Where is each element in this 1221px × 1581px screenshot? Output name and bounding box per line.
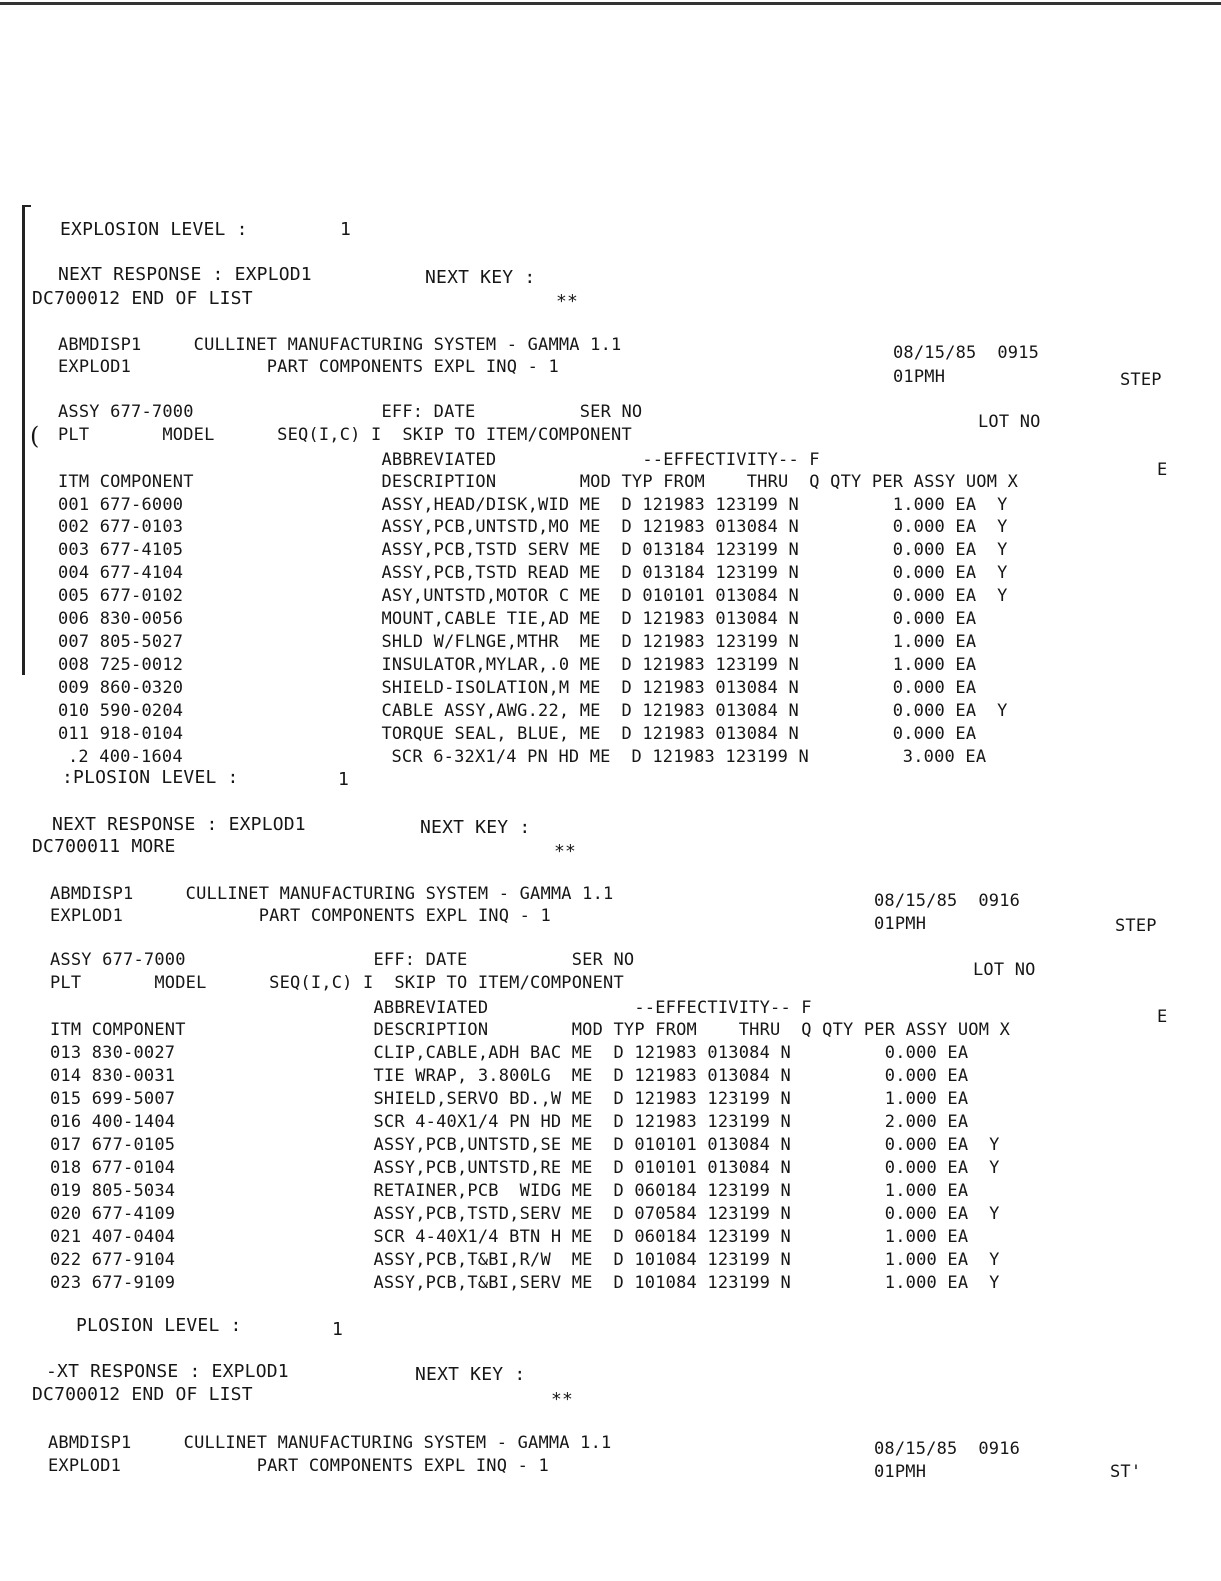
terminal-id: 01PMH (874, 1462, 927, 1482)
next-key: NEXT KEY : (415, 1364, 526, 1385)
screen-title: EXPLOD1 PART COMPONENTS EXPL INQ - 1 (48, 1456, 549, 1476)
status-message: DC700012 END OF LIST (32, 1384, 253, 1405)
next-response: -XT RESPONSE : EXPLOD1 (46, 1361, 289, 1382)
terminal-id: 01PMH (893, 367, 946, 387)
column-header-e: E (1157, 1007, 1168, 1027)
lot-no: LOT NO (973, 960, 1036, 980)
table-row: 022 677-9104 ASSY,PCB,T&BI,R/W ME D 101084 123199 N 1.000 EA Y (50, 1250, 1000, 1270)
table-row: 020 677-4109 ASSY,PCB,TSTD,SERV ME D 070584 123199 N 0.000 EA Y (50, 1204, 1000, 1224)
explosion-level-label: :PLOSION LEVEL : (62, 767, 239, 788)
plt-model-line: PLT MODEL SEQ(I,C) I SKIP TO ITEM/COMPONENT (58, 425, 632, 445)
lot-no: LOT NO (978, 412, 1041, 432)
margin-mark: ( (30, 422, 40, 450)
terminal-id: 01PMH (874, 914, 927, 934)
table-row: 004 677-4104 ASSY,PCB,TSTD READ ME D 013184 123199 N 0.000 EA Y (58, 563, 1008, 583)
table-row: 011 918-0104 TORQUE SEAL, BLUE, ME D 121983 013084 N 0.000 EA (58, 724, 977, 744)
explosion-level-label: EXPLOSION LEVEL : (60, 219, 248, 240)
scan-top-edge (0, 2, 1221, 5)
date-time: 08/15/85 0916 (874, 891, 1021, 911)
column-header-1: ABBREVIATED --EFFECTIVITY-- F (50, 998, 812, 1018)
explosion-level-label: PLOSION LEVEL : (76, 1315, 242, 1336)
system-title: ABMDISP1 CULLINET MANUFACTURING SYSTEM - GAMMA 1.1 (50, 884, 614, 904)
next-key: NEXT KEY : (420, 817, 531, 838)
date-time: 08/15/85 0916 (874, 1439, 1021, 1459)
next-response: NEXT RESPONSE : EXPLOD1 (58, 264, 312, 285)
status-message: DC700012 END OF LIST (32, 288, 253, 309)
stars: ** (554, 841, 577, 862)
margin-bracket (22, 205, 31, 675)
assy-line: ASSY 677-7000 EFF: DATE SER NO (50, 950, 635, 970)
table-row: 013 830-0027 CLIP,CABLE,ADH BAC ME D 121983 013084 N 0.000 EA (50, 1043, 969, 1063)
table-row: 018 677-0104 ASSY,PCB,UNTSTD,RE ME D 010101 013084 N 0.000 EA Y (50, 1158, 1000, 1178)
table-row: 015 699-5007 SHIELD,SERVO BD.,W ME D 121983 123199 N 1.000 EA (50, 1089, 969, 1109)
table-row: 010 590-0204 CABLE ASSY,AWG.22, ME D 121983 013084 N 0.000 EA Y (58, 701, 1008, 721)
system-title: ABMDISP1 CULLINET MANUFACTURING SYSTEM - GAMMA 1.1 (48, 1433, 612, 1453)
assy-line: ASSY 677-7000 EFF: DATE SER NO (58, 402, 643, 422)
table-row: 008 725-0012 INSULATOR,MYLAR,.0 ME D 121983 123199 N 1.000 EA (58, 655, 977, 675)
column-header-e: E (1157, 460, 1168, 480)
screen-title: EXPLOD1 PART COMPONENTS EXPL INQ - 1 (50, 906, 551, 926)
table-row: 003 677-4105 ASSY,PCB,TSTD SERV ME D 013184 123199 N 0.000 EA Y (58, 540, 1008, 560)
step-label: STEP (1120, 370, 1162, 390)
table-row: .2 400-1604 SCR 6-32X1/4 PN HD ME D 121983 123199 N 3.000 EA (68, 747, 987, 767)
table-row: 016 400-1404 SCR 4-40X1/4 PN HD ME D 121983 123199 N 2.000 EA (50, 1112, 969, 1132)
column-header-2: ITM COMPONENT DESCRIPTION MOD TYP FROM THRU Q QTY PER ASSY UOM X (58, 472, 1019, 492)
table-row: 021 407-0404 SCR 4-40X1/4 BTN H ME D 060184 123199 N 1.000 EA (50, 1227, 969, 1247)
system-title: ABMDISP1 CULLINET MANUFACTURING SYSTEM - GAMMA 1.1 (58, 335, 622, 355)
column-header-1: ABBREVIATED --EFFECTIVITY-- F (58, 450, 820, 470)
status-message: DC700011 MORE (32, 836, 176, 857)
table-row: 017 677-0105 ASSY,PCB,UNTSTD,SE ME D 010101 013084 N 0.000 EA Y (50, 1135, 1000, 1155)
next-response: NEXT RESPONSE : EXPLOD1 (52, 814, 306, 835)
table-row: 019 805-5034 RETAINER,PCB WIDG ME D 060184 123199 N 1.000 EA (50, 1181, 969, 1201)
explosion-level-value: 1 (338, 769, 350, 790)
date-time: 08/15/85 0915 (893, 343, 1040, 363)
table-row: 005 677-0102 ASY,UNTSTD,MOTOR C ME D 010101 013084 N 0.000 EA Y (58, 586, 1008, 606)
table-row: 014 830-0031 TIE WRAP, 3.800LG ME D 121983 013084 N 0.000 EA (50, 1066, 969, 1086)
table-row: 007 805-5027 SHLD W/FLNGE,MTHR ME D 121983 123199 N 1.000 EA (58, 632, 977, 652)
step-label: STEP (1115, 916, 1157, 936)
column-header-2: ITM COMPONENT DESCRIPTION MOD TYP FROM THRU Q QTY PER ASSY UOM X (50, 1020, 1011, 1040)
table-row: 001 677-6000 ASSY,HEAD/DISK,WID ME D 121983 123199 N 1.000 EA Y (58, 495, 1008, 515)
table-row: 009 860-0320 SHIELD-ISOLATION,M ME D 121983 013084 N 0.000 EA (58, 678, 977, 698)
step-label: ST' (1110, 1462, 1142, 1482)
plt-model-line: PLT MODEL SEQ(I,C) I SKIP TO ITEM/COMPONENT (50, 973, 624, 993)
explosion-level-value: 1 (332, 1319, 344, 1340)
table-row: 002 677-0103 ASSY,PCB,UNTSTD,MO ME D 121983 013084 N 0.000 EA Y (58, 517, 1008, 537)
screen-title: EXPLOD1 PART COMPONENTS EXPL INQ - 1 (58, 357, 559, 377)
stars: ** (556, 291, 579, 312)
table-row: 023 677-9109 ASSY,PCB,T&BI,SERV ME D 101084 123199 N 1.000 EA Y (50, 1273, 1000, 1293)
table-row: 006 830-0056 MOUNT,CABLE TIE,AD ME D 121983 013084 N 0.000 EA (58, 609, 977, 629)
next-key: NEXT KEY : (425, 267, 536, 288)
stars: ** (551, 1389, 574, 1410)
explosion-level-value: 1 (340, 219, 352, 240)
